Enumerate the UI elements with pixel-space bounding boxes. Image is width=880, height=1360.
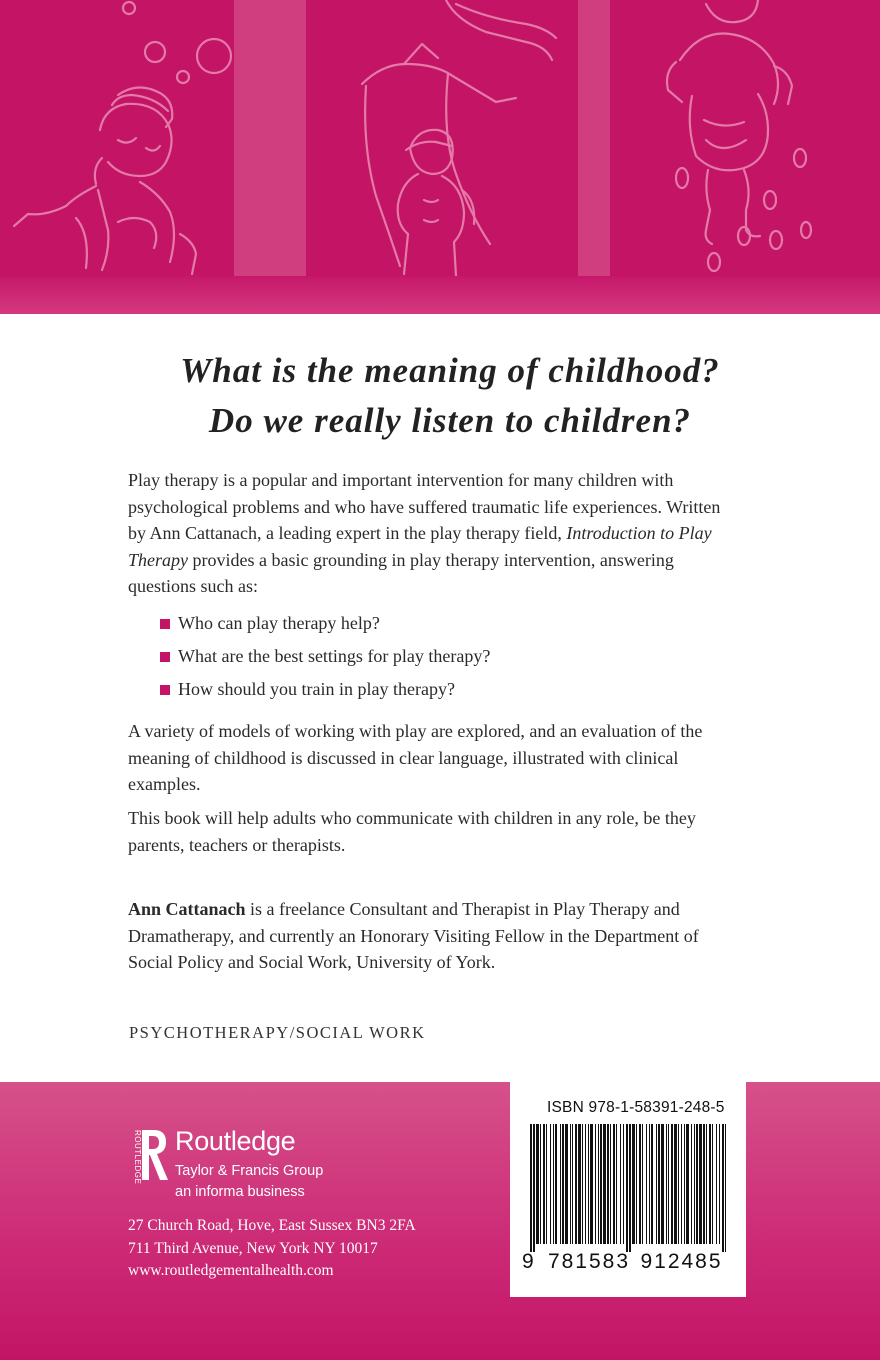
question-list	[160, 606, 490, 705]
barcode-bar	[600, 1124, 602, 1244]
barcode-bar	[607, 1124, 609, 1244]
audience-paragraph: This book will help adults who communicate with children in any role, be they parents, teachers or therapists.	[128, 808, 696, 855]
publisher-name: Routledge	[175, 1126, 296, 1156]
barcode-bar	[562, 1124, 564, 1244]
barcode-bar	[725, 1124, 726, 1252]
barcode-bar	[585, 1124, 586, 1244]
bullet-square-icon	[160, 652, 170, 662]
barcode-bar	[636, 1124, 637, 1244]
bullet-square-icon	[160, 619, 170, 629]
barcode-bar	[582, 1124, 583, 1244]
child-with-bubbles-illustration	[0, 0, 234, 276]
barcode-bar	[649, 1124, 650, 1244]
barcode-bar	[590, 1124, 593, 1244]
barcode-bar	[616, 1124, 617, 1244]
barcode-bar	[578, 1124, 581, 1244]
intro-paragraph	[128, 467, 740, 600]
puppet-on-strings-illustration	[306, 0, 578, 276]
barcode-bar	[709, 1124, 711, 1244]
barcode-bar	[651, 1124, 653, 1244]
barcode-bar	[716, 1124, 717, 1244]
barcode-bar	[588, 1124, 589, 1244]
barcode-bar	[686, 1124, 689, 1244]
barcode-bar	[550, 1124, 551, 1244]
bullet-square-icon	[160, 685, 170, 695]
barcode-bar	[629, 1124, 631, 1252]
headline-line-1: What is the meaning of childhood?	[180, 351, 720, 390]
barcode-bar	[560, 1124, 561, 1244]
barcode-bar	[530, 1124, 532, 1252]
author-name: Ann Cattanach	[128, 899, 246, 919]
routledge-vertical-mark: ROUTLEDGE	[133, 1130, 142, 1184]
barcode-bar	[642, 1124, 643, 1244]
intro-text-before-title: Play therapy is a popular and important intervention for many children with psychological problems and who have suffered traumatic life experiences. Written by Ann Cattanach, a leading expert in the play therapy field,	[128, 470, 721, 543]
barcode-bar	[553, 1124, 554, 1244]
address-line-us: 711 Third Avenue, New York NY 10017	[128, 1239, 378, 1257]
barcode-bar	[719, 1124, 720, 1244]
barcode-digits-left: 781583	[547, 1250, 631, 1273]
barcode-digits-right: 912485	[640, 1250, 723, 1273]
barcode-bar	[691, 1124, 692, 1244]
barcode-bar	[678, 1124, 679, 1244]
barcode-digit-first: 9	[522, 1250, 534, 1273]
subject-category: PSYCHOTHERAPY/SOCIAL WORK	[129, 1023, 426, 1042]
barcode-bar	[722, 1124, 724, 1252]
publisher-group: Taylor & Francis Group	[175, 1163, 324, 1179]
walking-child-illustration	[610, 0, 880, 276]
book-title: Introduction to Play Therapy	[128, 523, 712, 570]
barcode-bar	[712, 1124, 713, 1244]
barcode-bar	[598, 1124, 599, 1244]
barcode-bar	[595, 1124, 596, 1244]
author-bio-text: is a freelance Consultant and Therapist in Play Therapy and Dramatherapy, and currently an Honorary Visiting Fellow in the Department of Social Policy and Social Work, University of York.	[128, 899, 699, 972]
models-paragraph: A variety of models of working with play are explored, and an evaluation of the meaning of childhood is discussed in clear language, illustrated with clinical examples.	[128, 721, 703, 794]
barcode-bar	[671, 1124, 673, 1244]
barcode-bar	[626, 1124, 628, 1252]
headline	[0, 346, 880, 446]
barcode-bar	[639, 1124, 641, 1244]
barcode-bar	[696, 1124, 698, 1244]
barcode-digits	[522, 1250, 728, 1274]
barcode-bar	[674, 1124, 677, 1244]
barcode-bar	[684, 1124, 685, 1244]
publisher-tagline: an informa business	[175, 1184, 305, 1200]
publisher-website: www.routledgementalhealth.com	[128, 1262, 334, 1279]
barcode-bar	[623, 1124, 624, 1244]
panel-gap	[234, 0, 306, 278]
barcode-bar	[546, 1124, 547, 1244]
barcode-bar	[613, 1124, 615, 1244]
list-item	[160, 639, 490, 672]
barcode-bar	[540, 1124, 541, 1244]
barcode-bar	[656, 1124, 657, 1244]
barcode-bar	[703, 1124, 705, 1244]
barcode-bar	[658, 1124, 660, 1244]
barcode-bar	[603, 1124, 606, 1244]
question-text: What are the best settings for play therapy?	[178, 645, 491, 666]
barcode-bar	[706, 1124, 707, 1244]
panel-gap	[578, 0, 610, 278]
publisher-address	[128, 1215, 416, 1283]
author-bio	[128, 896, 740, 976]
list-item	[160, 606, 490, 639]
barcode-bar	[572, 1124, 573, 1244]
barcode-bar	[555, 1124, 557, 1244]
barcode-panel	[510, 1082, 746, 1297]
barcode-icon	[530, 1124, 726, 1252]
barcode-bar	[681, 1124, 682, 1244]
barcode-bar	[575, 1124, 577, 1244]
barcode-bar	[699, 1124, 702, 1244]
intro-text-after-title: provides a basic grounding in play therapy intervention, answering questions such as:	[128, 549, 674, 596]
barcode-bar	[543, 1124, 545, 1244]
barcode-bar	[646, 1124, 647, 1244]
address-line-uk: 27 Church Road, Hove, East Sussex BN3 2FA	[128, 1217, 416, 1234]
barcode-bar	[661, 1124, 664, 1244]
routledge-r-icon	[128, 1128, 168, 1184]
barcode-bar	[620, 1124, 621, 1244]
barcode-bar	[536, 1124, 539, 1244]
question-text: Who can play therapy help?	[178, 612, 380, 633]
barcode-bar	[565, 1124, 568, 1244]
barcode-bar	[632, 1124, 635, 1244]
barcode-bar	[668, 1124, 669, 1244]
barcode-bar	[533, 1124, 535, 1252]
illustration-base-strip	[0, 276, 880, 314]
cover-illustration-band	[0, 0, 880, 314]
barcode-bar	[570, 1124, 571, 1244]
barcode-bar	[694, 1124, 695, 1244]
barcode-bar	[666, 1124, 667, 1244]
question-text: How should you train in play therapy?	[178, 678, 455, 699]
isbn-label: ISBN 978-1-58391-248-5	[547, 1099, 725, 1116]
list-item	[160, 672, 490, 705]
barcode-bar	[610, 1124, 611, 1244]
headline-line-2: Do we really listen to children?	[208, 401, 692, 440]
